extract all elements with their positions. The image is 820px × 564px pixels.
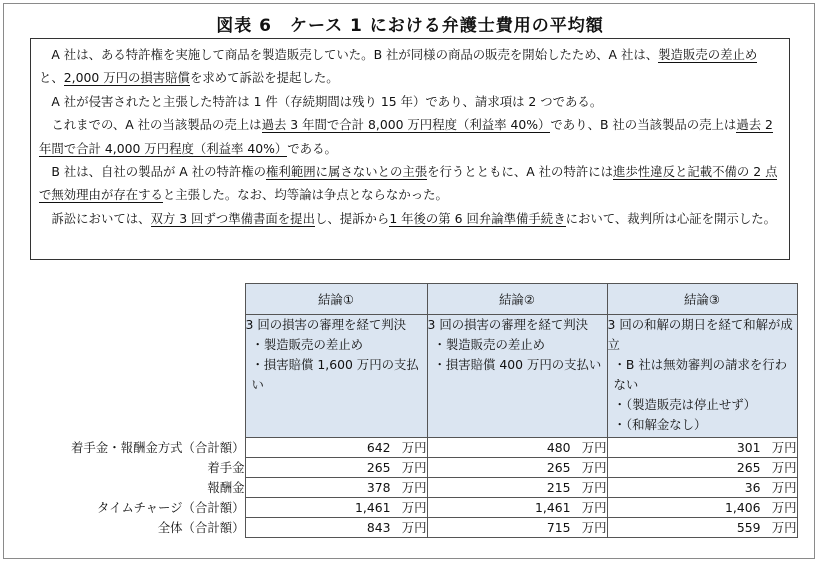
- fee-value: 642: [366, 440, 391, 455]
- fee-value-cell: [427, 498, 607, 518]
- fee-value-cell: [607, 498, 797, 518]
- text: を求めて訴訟を提起した。: [189, 70, 339, 86]
- fee-value: 301: [736, 440, 761, 455]
- text: である。: [287, 140, 337, 156]
- underlined-text: 1 年後の第 6 回弁論準備手続き: [389, 210, 566, 226]
- fee-value-cell: [427, 458, 607, 478]
- fee-unit: 万円: [771, 520, 797, 535]
- fee-value: 559: [736, 520, 761, 535]
- text: と、: [39, 70, 64, 86]
- column-header: 結論②: [427, 284, 607, 315]
- fee-unit: 万円: [581, 440, 607, 455]
- header-blank-cell: [30, 284, 245, 315]
- text: A 社は、ある特許権を実施して商品を製造販売していた。B 社が同様の商品の販売を開始したため、A 社は、: [51, 47, 659, 62]
- fee-unit: 万円: [581, 480, 607, 495]
- row-label: 報酬金: [30, 478, 245, 498]
- fee-unit: 万円: [401, 480, 427, 495]
- outcome-head: 3 回の和解の期日を経て和解が成立: [607, 317, 793, 352]
- text: において、裁判所は心証を開示した。: [565, 210, 776, 226]
- outcome-row: [30, 315, 797, 438]
- fee-unit: 万円: [401, 520, 427, 535]
- fee-unit: 万円: [401, 440, 427, 455]
- underlined-text: 過去 3 年間で合計 8,000 万円程度（利益率 40%）: [261, 117, 551, 133]
- fee-unit: 万円: [401, 460, 427, 475]
- fee-value-cell: [245, 498, 427, 518]
- row-label: 着手金: [30, 458, 245, 478]
- table-row: [30, 518, 797, 538]
- case-paragraph-4: [39, 160, 781, 207]
- fee-value: 378: [366, 480, 391, 495]
- outcome-item: ・損害賠償 1,600 万円の支払い: [251, 357, 419, 392]
- row-label: タイムチャージ（合計額）: [30, 498, 245, 518]
- row-label: 着手金・報酬金方式（合計額）: [30, 438, 245, 458]
- fee-value-cell: [245, 438, 427, 458]
- outcome-item: ・製造販売の差止め: [433, 337, 546, 352]
- outcome-cell: [427, 315, 607, 438]
- fee-value: 215: [546, 480, 571, 495]
- outcome-head: 3 回の損害の審理を経て判決: [245, 317, 407, 332]
- fee-value-cell: [607, 438, 797, 458]
- fee-value: 715: [546, 520, 571, 535]
- table-row: [30, 478, 797, 498]
- case-description: [30, 38, 790, 260]
- outcome-cell: [607, 315, 797, 438]
- fee-value: 1,461: [535, 500, 571, 515]
- underlined-text: 2,000 万円の損害賠償: [63, 70, 190, 86]
- row-label: 全体（合計額）: [30, 518, 245, 538]
- fee-unit: 万円: [771, 500, 797, 515]
- fee-value-cell: [427, 518, 607, 538]
- outcome-item: ・B 社は無効審判の請求を行わない: [613, 357, 788, 392]
- figure-title: 図表 6 ケース 1 における弁護士費用の平均額: [216, 16, 604, 36]
- outcome-label-blank: [30, 315, 245, 438]
- underlined-text: 過去 2 年間で合計 4,000 万円程度（利益率 40%）: [39, 117, 773, 156]
- fee-value-cell: [427, 438, 607, 458]
- fee-unit: 万円: [771, 440, 797, 455]
- text: し、提訴から: [314, 210, 390, 226]
- fee-value-cell: [607, 478, 797, 498]
- text: 訴訟においては、: [51, 210, 151, 226]
- fee-value-cell: [607, 458, 797, 478]
- fee-value-cell: [245, 458, 427, 478]
- fee-unit: 万円: [771, 480, 797, 495]
- outcome-item: ・製造販売の差止め: [251, 337, 364, 352]
- underlined-text: 進歩性違反と記載不備の 2 点で無効理由が存在する: [39, 164, 778, 203]
- column-header: 結論③: [607, 284, 797, 315]
- table-row: [30, 458, 797, 478]
- fee-value: 265: [546, 460, 571, 475]
- text: B 社は、自社の製品が A 社の特許権の: [51, 164, 267, 180]
- underlined-text: 権利範囲に属さないとの主張: [266, 164, 428, 180]
- underlined-text: 双方 3 回ずつ準備書面を提出: [150, 210, 315, 226]
- fee-value: 843: [366, 520, 391, 535]
- text: を行うとともに、A 社の特許には: [427, 164, 614, 180]
- outcome-cell: [245, 315, 427, 438]
- fee-value-cell: [245, 478, 427, 498]
- fee-value-cell: [607, 518, 797, 538]
- case-paragraph-5: [39, 207, 781, 230]
- fee-value: 265: [736, 460, 761, 475]
- case-paragraph-1: [39, 43, 781, 90]
- outcome-item: ・損害賠償 400 万円の支払い: [433, 357, 602, 372]
- column-header: 結論①: [245, 284, 427, 315]
- fee-value-cell: [245, 518, 427, 538]
- outcome-item: ・（和解金なし）: [613, 417, 707, 432]
- fee-unit: 万円: [581, 460, 607, 475]
- outcome-head: 3 回の損害の審理を経て判決: [427, 317, 589, 332]
- fee-value: 480: [546, 440, 571, 455]
- table-row: [30, 498, 797, 518]
- text: と主張した。なお、均等論は争点とならなかった。: [162, 187, 448, 203]
- text: これまでの、A 社の当該製品の売上は: [51, 117, 262, 133]
- table-header-row: [30, 284, 797, 315]
- fee-unit: 万円: [771, 460, 797, 475]
- fee-value-cell: [427, 478, 607, 498]
- underlined-text: 製造販売の差止め: [658, 47, 758, 62]
- fee-value: 36: [744, 480, 761, 495]
- fee-unit: 万円: [581, 520, 607, 535]
- table-row: [30, 438, 797, 458]
- fee-value: 265: [366, 460, 391, 475]
- outcome-item: ・（製造販売は停止せず）: [613, 397, 756, 412]
- case-paragraph-2: A 社が侵害されたと主張した特許は 1 件（存続期間は残り 15 年）であり、請求項は 2 つである。: [51, 93, 603, 109]
- case-paragraph-3: [39, 113, 781, 160]
- fee-value: 1,406: [725, 500, 761, 515]
- text: であり、B 社の当該製品の売上は: [550, 117, 737, 133]
- fee-unit: 万円: [581, 500, 607, 515]
- fee-unit: 万円: [401, 500, 427, 515]
- fee-table: [30, 283, 798, 538]
- fee-value: 1,461: [355, 500, 391, 515]
